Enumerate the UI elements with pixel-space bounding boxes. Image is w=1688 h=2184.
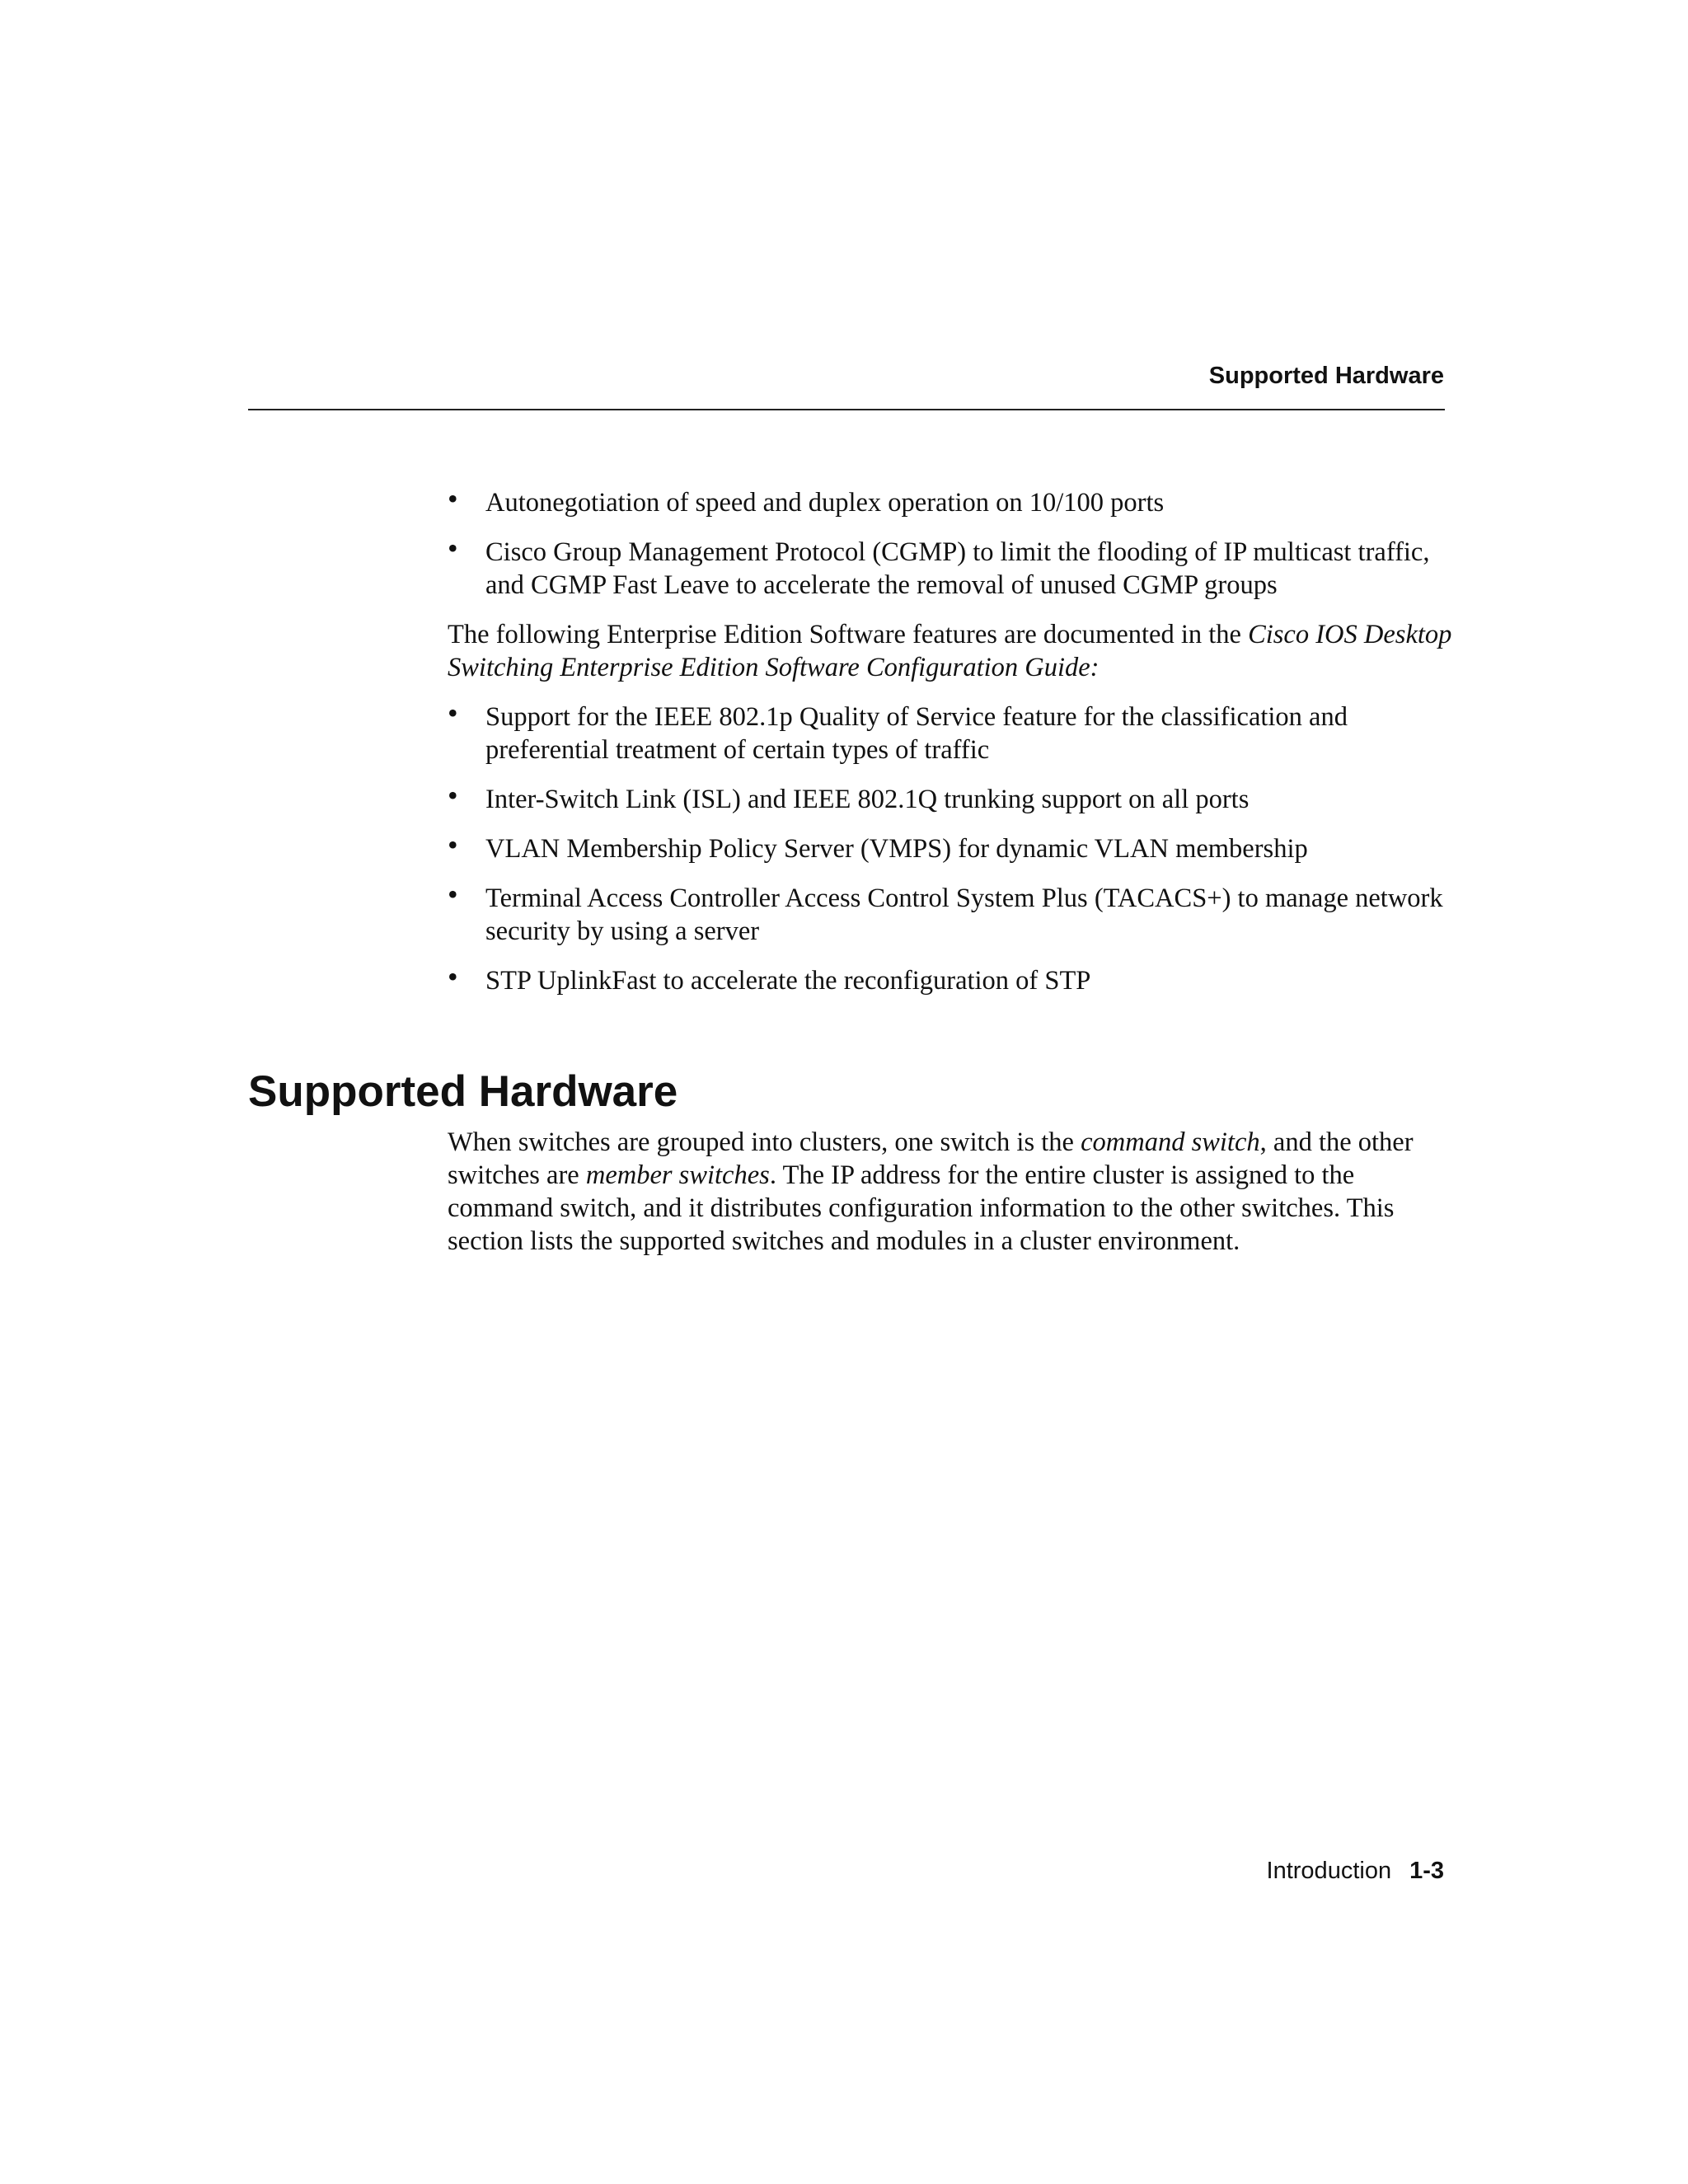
page-footer [1267,1858,1444,1885]
bullet-icon: • [448,779,458,812]
list-item [448,828,1453,865]
list-item-text: STP UplinkFast to accelerate the reconfiguration of STP [485,966,1091,996]
enterprise-bullet-list [448,696,1453,997]
enterprise-intro-text: The following Enterprise Edition Software features are documented in the [448,620,1249,649]
bullet-icon: • [448,960,458,993]
list-item [448,482,1453,519]
bullet-icon: • [448,878,458,911]
footer-chapter: Introduction [1266,1858,1392,1884]
section-text-part2: , and the other switches are [448,1127,1414,1190]
list-item [448,779,1453,816]
list-item-text: Autonegotiation of speed and duplex operation on 10/100 ports [485,488,1165,518]
running-header-title: Supported Hardware [1208,363,1444,389]
enterprise-intro-paragraph [448,618,1453,684]
header-rule [248,409,1445,410]
section-title: Supported Hardware [248,1067,678,1116]
term-member-switches: member switches [585,1160,770,1190]
list-item-text: Support for the IEEE 802.1p Quality of Service feature for the classification and preferential treatment of certain types of traffic [485,702,1348,765]
list-item [448,696,1453,766]
guide-title: Cisco IOS Desktop Switching Enterprise Edition Software Configuration Guide: [448,620,1452,682]
list-item [448,878,1453,948]
list-item [448,960,1453,997]
feature-content [448,482,1453,1014]
bullet-icon: • [448,532,458,565]
list-item-text: Terminal Access Controller Access Control System Plus (TACACS+) to manage network security by using a server [485,883,1443,946]
section-text-part1: When switches are grouped into clusters, one switch is the [448,1127,1081,1157]
bullet-icon: • [448,482,458,515]
list-item-text: Inter-Switch Link (ISL) and IEEE 802.1Q trunking support on all ports [485,785,1250,814]
list-item-text: VLAN Membership Policy Server (VMPS) for dynamic VLAN membership [485,834,1308,864]
bullet-icon: • [448,828,458,861]
page-number: 1-3 [1409,1858,1444,1884]
section-paragraph [448,1126,1453,1258]
intro-bullet-list [448,482,1453,602]
term-command-switch: command switch [1081,1127,1260,1157]
bullet-icon: • [448,696,458,729]
section-text-part3: . The IP address for the entire cluster is assigned to the command switch, and it distributes configuration information to the other switches. This section lists the supported switches and modules in a cluster environment. [448,1160,1395,1256]
list-item [448,532,1453,602]
list-item-text: Cisco Group Management Protocol (CGMP) to limit the flooding of IP multicast traffic, and CGMP Fast Leave to accelerate the removal of unused CGMP groups [485,537,1430,600]
